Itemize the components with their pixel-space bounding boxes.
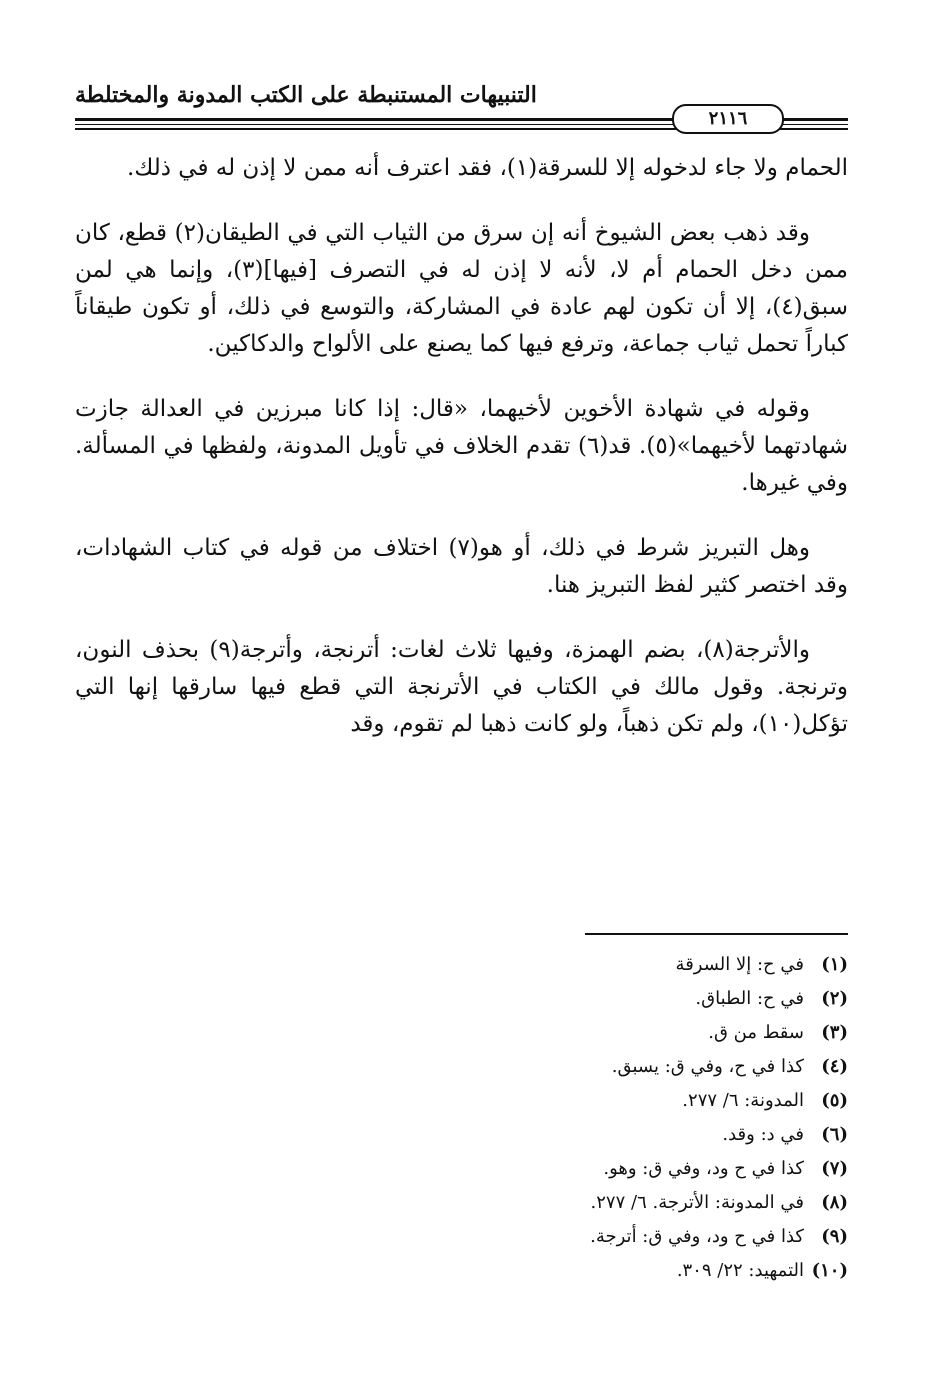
main-text [75,150,848,771]
footnote-number: (٣) [821,1022,848,1043]
footnote-text: في د: وقد. [722,1124,804,1145]
footnote-text: التمهيد: ٢٢/ ٣٠٩. [676,1260,804,1281]
footnote [300,982,848,1016]
footnote [300,1220,848,1254]
footnote-text: كذا في ح، وفي ق: يسبق. [611,1056,804,1077]
paragraph: وقد ذهب بعض الشيوخ أنه إن سرق من الثياب التي في الطيقان(٢) قطع، كان ممن دخل الحمام أم لا، لأنه لا إذن له في التصرف [فيها](٣)، وإنما هي لمن سبق(٤)، إلا أن تكون لهم عادة في المشاركة، والتوسع في ذلك، أو تكون طيقاناً كباراً تحمل ثياب جماعة، وترفع فيها كما يصنع على الألواح والدكاكين. [75,220,848,357]
footnote-text: في ح: إلا السرقة [675,954,804,975]
footnote-text: في المدونة: الأترجة. ٦/ ٢٧٧. [590,1192,804,1213]
footnote [300,1254,848,1288]
footnotes [300,948,848,1288]
footnote-number: (١) [821,954,848,975]
footnote-number: (٤) [821,1056,848,1077]
paragraph: الحمام ولا جاء لدخوله إلا للسرقة(١)، فقد اعترف أنه ممن لا إذن له في ذلك. [127,155,848,181]
page-number: ٢١١٦ [672,104,784,134]
footnote-text: في ح: الطباق. [695,988,804,1009]
footnote-number: (٨) [821,1192,848,1213]
footnote [300,1050,848,1084]
footnote [300,1152,848,1186]
footnote-text: كذا في ح ود، وفي ق: أترجة. [590,1226,804,1247]
footnote [300,1016,848,1050]
footnote-number: (٧) [821,1158,848,1179]
footnote-number: (٦) [821,1124,848,1145]
paragraph: والأترجة(٨)، بضم الهمزة، وفيها ثلاث لغات: أترنجة، وأترجة(٩) بحذف النون، وترنجة. وقول مالك في الكتاب في الأترنجة التي قطع فيها سارقها إنها التي تؤكل(١٠)، ولم تكن ذهباً، ولو كانت ذهبا لم تقوم، وقد [75,637,848,737]
running-title: التنبيهات المستنبطة على الكتب المدونة والمختلطة [75,82,537,108]
footnote-number: (٢) [821,988,848,1009]
footnote-text: كذا في ح ود، وفي ق: وهو. [603,1158,804,1179]
paragraph: وهل التبريز شرط في ذلك، أو هو(٧) اختلاف من قوله في كتاب الشهادات، وقد اختصر كثير لفظ التبريز هنا. [75,535,848,598]
footnote-number: (٥) [821,1090,848,1111]
footnote-text: المدونة: ٦/ ٢٧٧. [682,1090,804,1111]
footnote [300,948,848,982]
footnote-number: (١٠) [811,1260,848,1281]
footnote [300,1084,848,1118]
footnote-number: (٩) [821,1226,848,1247]
footnote [300,1118,848,1152]
paragraph: وقوله في شهادة الأخوين لأخيهما، «قال: إذا كانا مبرزين في العدالة جازت شهادتهما لأخيهما»(٥). قد(٦) تقدم الخلاف في تأويل المدونة، ولفظها في المسألة. وفي غيرها. [75,396,848,496]
footnote [300,1186,848,1220]
footnote-text: سقط من ق. [708,1022,804,1043]
page-header [75,70,848,129]
footnote-separator [585,933,848,935]
